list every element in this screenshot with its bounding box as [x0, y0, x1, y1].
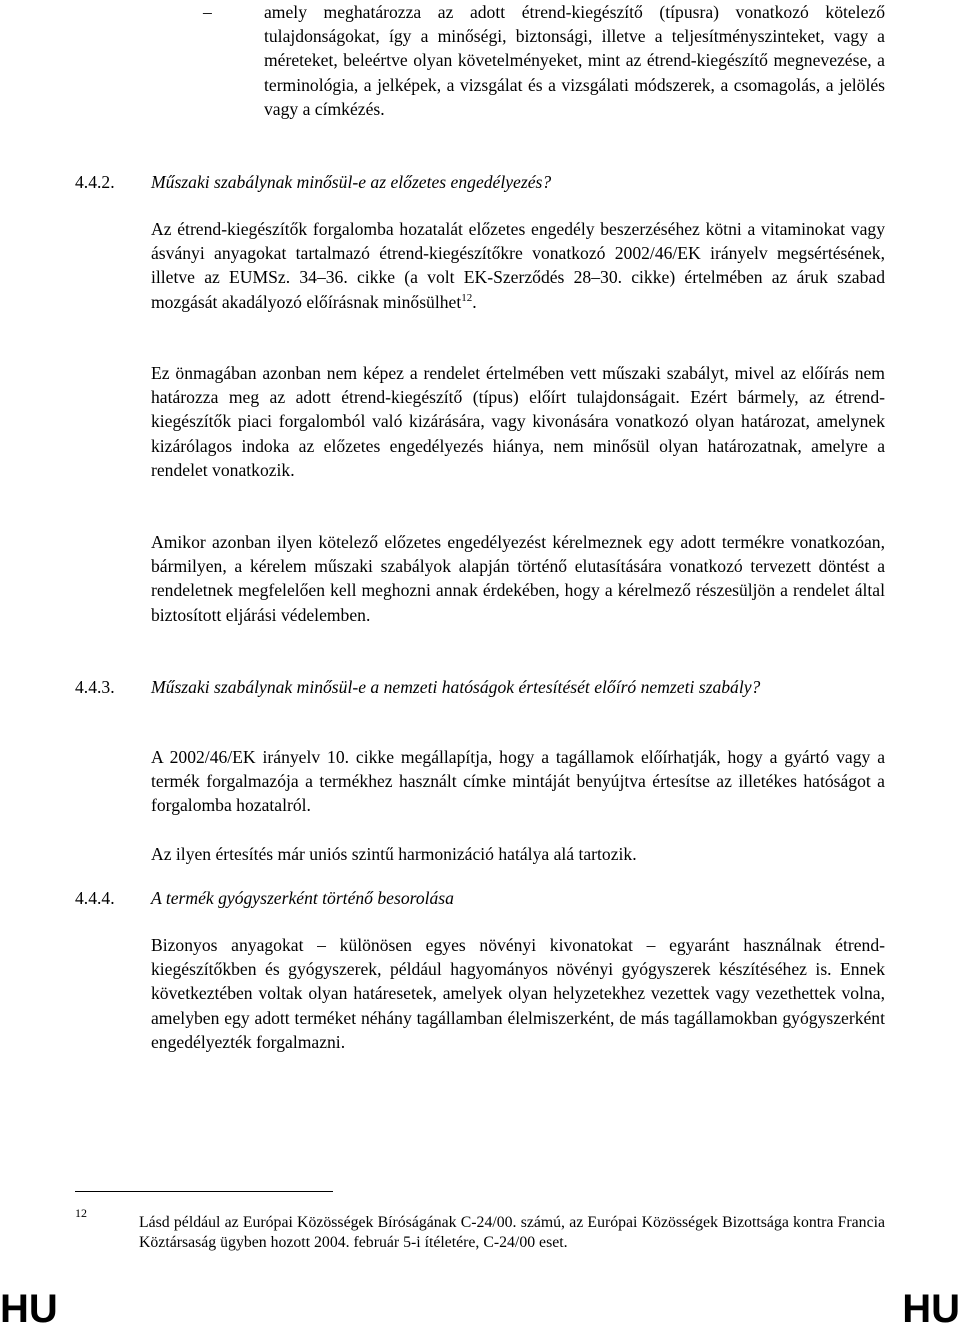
paragraph: Ez önmagában azonban nem képez a rendelet értelmében vett műszaki szabályt, mivel az előírás nem határozza meg az adott étrend-kiegészítő (típus) előírt tulajdonságait. Ezért bármely, az étrend-kiegészítők piaci forgalomból való kizárására, vagy kivonására vonatkozó olyan határozat, amelynek kizárólagos indoka az előzetes engedélyezés hiánya, nem minősül olyan határozatnak, amelyre a rendelet vonatkozik.: [151, 363, 885, 480]
section-number: 4.4.3.: [75, 677, 115, 697]
section-title: A termék gyógyszerként történő besorolása: [151, 888, 454, 908]
section-number: 4.4.2.: [75, 172, 115, 192]
section-number: 4.4.4.: [75, 888, 115, 908]
footnote-text: Lásd például az Európai Közösségek Bíróságának C-24/00. számú, az Európai Közösségek Bizottsága kontra Francia Köztársaság ügyben hozott 2004. február 5-i ítéletére, C-24/00 eset.: [139, 1214, 885, 1251]
paragraph: A 2002/46/EK irányelv 10. cikke megállapítja, hogy a tagállamok előírhatják, hogy a gyártó vagy a termék forgalmazója a termékhez használt címke mintáját benyújtva értesítse az illetékes hatóságot a forgalomba hozatalról.: [151, 747, 885, 816]
paragraph: Amikor azonban ilyen kötelező előzetes engedélyezést kérelmeznek egy adott termékre vonatkozóan, bármilyen, a kérelem műszaki szabályok alapján történő elutasítására vonatkozó tervezett döntést a rendeletnek megfelelően kell meghozni annak érdekében, hogy a kérelmező részesüljön a rendelet által biztosított eljárási védelemben.: [151, 532, 885, 625]
list-item-text: amely meghatározza az adott étrend-kiegészítő (típusra) vonatkozó kötelező tulajdonságokat, így a minőségi, biztonsági, illetve a teljesítményszinteket, vagy a méreteket, beleértve olyan követelményeket, mint az étrend-kiegészítő megnevezése, a terminológia, a jelképek, a vizsgálat és a vizsgálati módszerek, a csomagolás, a jelölés vagy a címkézés.: [264, 2, 885, 119]
language-code-left: HU: [0, 1287, 58, 1331]
section-title: Műszaki szabálynak minősül-e a nemzeti hatóságok értesítését előíró nemzeti szabály?: [151, 677, 761, 697]
paragraph: Az ilyen értesítés már uniós szintű harmonizáció hatálya alá tartozik.: [151, 844, 637, 864]
footnote-separator: [75, 1191, 333, 1192]
footnote-number: 12: [75, 1206, 87, 1220]
paragraph: [151, 217, 885, 314]
list-dash: –: [203, 2, 212, 22]
paragraph-text: Az étrend-kiegészítők forgalomba hozatalát előzetes engedély beszerzéséhez kötni a vitaminokat vagy ásványi anyagokat tartalmazó étrend-kiegészítőkre vonatkozó 2002/46/EK irányelv megsértésének, illetve az EUMSz. 34–36. cikke (a volt EK-Szerződés 28–30. cikke) értelmében az áruk szabad mozgását akadályozó előírásnak minősülhet: [151, 219, 885, 312]
section-title: Műszaki szabálynak minősül-e az előzetes engedélyezés?: [151, 172, 552, 192]
paragraph: Bizonyos anyagokat – különösen egyes növényi kivonatokat – egyaránt használnak étrend-kiegészítőkben és gyógyszerek, például hagyományos növényi gyógyszerek készítéséhez is. Ennek következtében voltak olyan határesetek, amelyek olyan helyzetekhez vezettek vagy vezethettek volna, amelyben egy adott terméket néhány tagállamban élelmiszerként, de más tagállamokban gyógyszerként engedélyezték forgalmazni.: [151, 935, 885, 1052]
paragraph-end: .: [472, 291, 477, 312]
language-code-right: HU: [902, 1287, 960, 1331]
footnote-reference[interactable]: 12: [461, 291, 473, 304]
